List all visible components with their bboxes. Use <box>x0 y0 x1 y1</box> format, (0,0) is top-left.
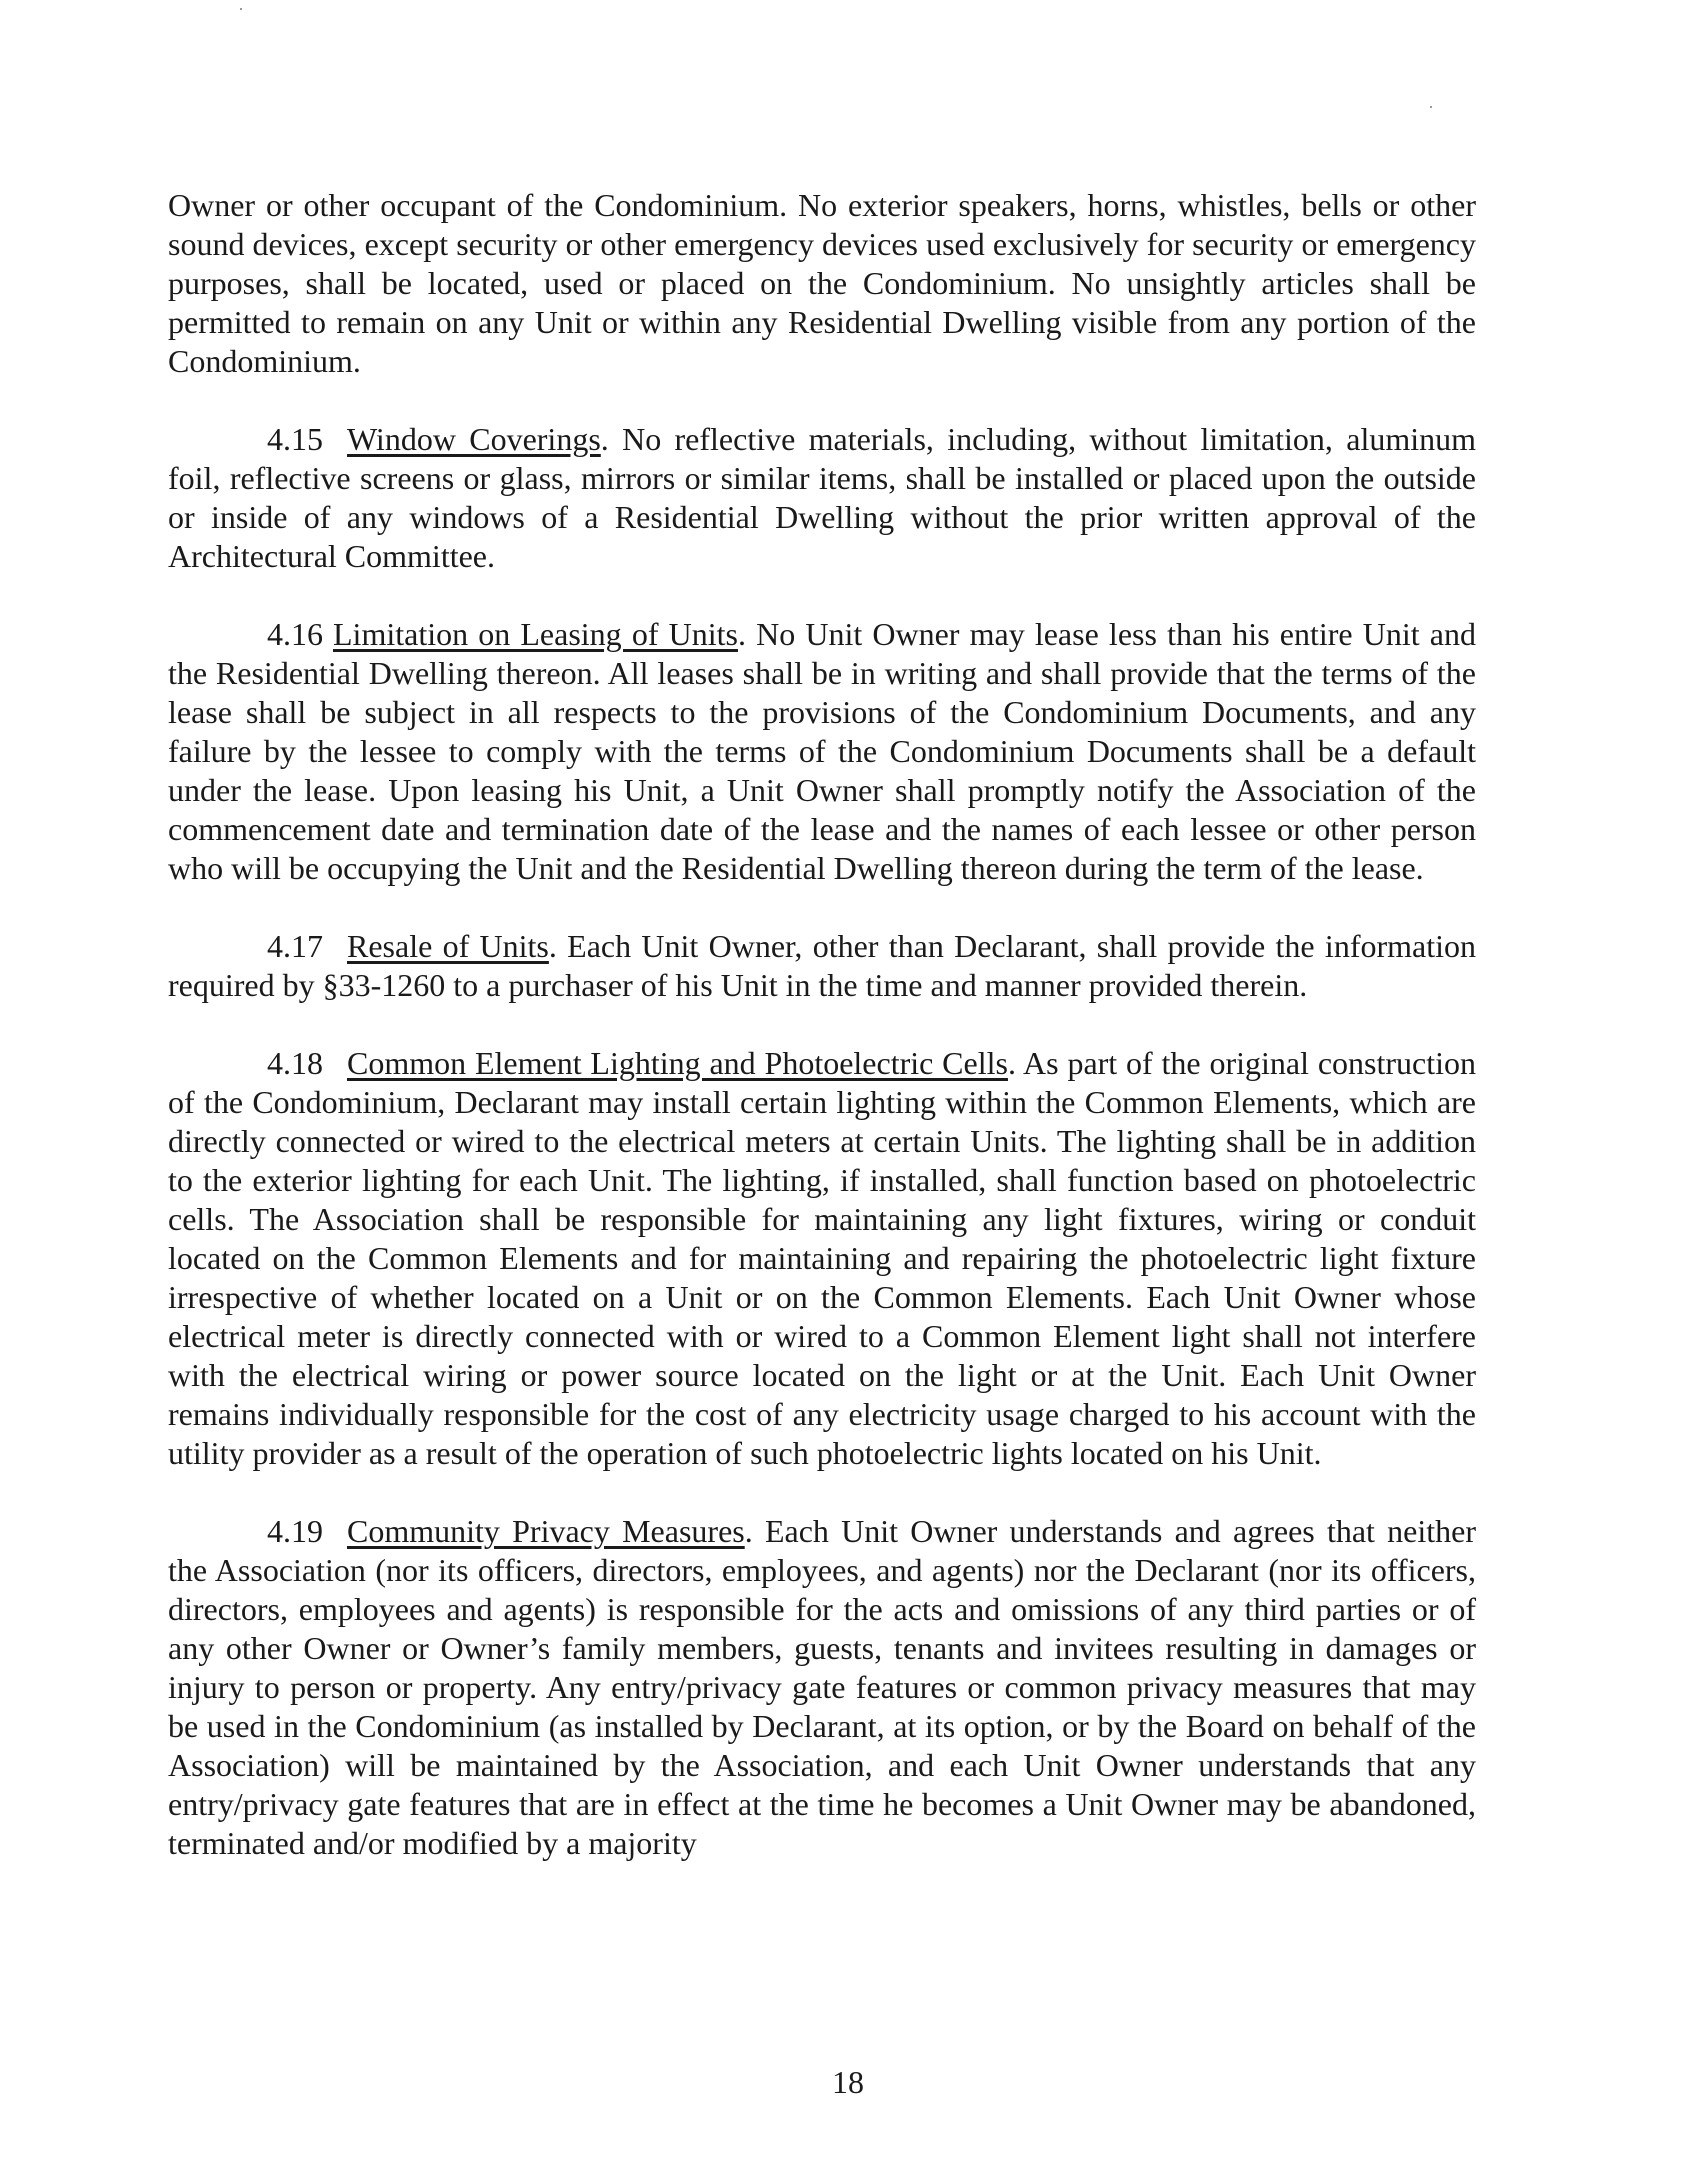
section-number: 4.19 <box>267 1513 323 1549</box>
section-heading: Community Privacy Measures <box>347 1513 745 1549</box>
section-heading: Resale of Units <box>347 928 549 964</box>
section-body: . Each Unit Owner understands and agrees that neither the Association (nor its officers, directors, employees, and agents) nor the Declarant (nor its officers, directors, employees and agents) is responsible for the acts and omissions of any third parties or of any other Owner or Owner’s family members, guests, tenants and invitees resulting in damages or injury to person or property. Any entry/privacy gate features or common privacy measures that may be used in the Condominium (as installed by Declarant, at its option, or by the Board on behalf of the Association) will be maintained by the Association, and each Unit Owner understands that any entry/privacy gate features that are in effect at the time he becomes a Unit Owner may be abandoned, terminated and/or modified by a majority <box>168 1513 1476 1861</box>
section-4-18 <box>168 1044 1476 1473</box>
scan-speck <box>1430 106 1432 108</box>
page-number: 18 <box>832 2064 864 2100</box>
section-heading: Window Coverings <box>347 421 601 457</box>
section-4-15 <box>168 420 1476 576</box>
section-body: . As part of the original construction of the Condominium, Declarant may install certain lighting within the Common Elements, which are directly connected or wired to the electrical meters at certain Units. The lighting shall be in addition to the exterior lighting for each Unit. The lighting, if installed, shall function based on photoelectric cells. The Association shall be responsible for maintaining any light fixtures, wiring or conduit located on the Common Elements and for maintaining and repairing the photoelectric light fixture irrespective of whether located on a Unit or on the Common Elements. Each Unit Owner whose electrical meter is directly connected with or wired to a Common Element light shall not interfere with the electrical wiring or power source located on the light or at the Unit. Each Unit Owner remains individually responsible for the cost of any electricity usage charged to his account with the utility provider as a result of the operation of such photoelectric lights located on his Unit. <box>168 1045 1477 1471</box>
section-body: . Each Unit Owner, other than Declarant, shall provide the information required by §33-1260 to a purchaser of his Unit in the time and manner provided therein. <box>168 928 1477 1003</box>
scan-speck <box>240 8 242 10</box>
section-number: 4.17 <box>267 928 323 964</box>
section-4-19 <box>168 1512 1476 1863</box>
opening-paragraph: Owner or other occupant of the Condominium. No exterior speakers, horns, whistles, bells or other sound devices, except security or other emergency devices used exclusively for security or emergency purposes, shall be located, used or placed on the Condominium. No unsightly articles shall be permitted to remain on any Unit or within any Residential Dwelling visible from any portion of the Condominium. <box>168 187 1476 379</box>
section-number: 4.18 <box>267 1045 323 1081</box>
section-4-16 <box>168 615 1476 888</box>
section-body: . No Unit Owner may lease less than his entire Unit and the Residential Dwelling thereon. All leases shall be in writing and shall provide that the terms of the lease shall be subject in all respects to the provisions of the Condominium Documents, and any failure by the lessee to comply with the terms of the Condominium Documents shall be a default under the lease. Upon leasing his Unit, a Unit Owner shall promptly notify the Association of the commencement date and termination date of the lease and the names of each lessee or other person who will be occupying the Unit and the Residential Dwelling thereon during the term of the lease. <box>168 616 1476 886</box>
section-body: . No reflective materials, including, without limitation, aluminum foil, reflective screens or glass, mirrors or similar items, shall be installed or placed upon the outside or inside of any windows of a Residential Dwelling without the prior written approval of the Architectural Committee. <box>168 421 1477 574</box>
section-4-17 <box>168 927 1476 1005</box>
section-number: 4.15 <box>267 421 323 457</box>
section-heading: Common Element Lighting and Photoelectric Cells <box>347 1045 1008 1081</box>
document-body <box>168 186 1476 1863</box>
section-number: 4.16 <box>267 616 323 652</box>
section-heading: Limitation on Leasing of Units <box>333 616 738 652</box>
